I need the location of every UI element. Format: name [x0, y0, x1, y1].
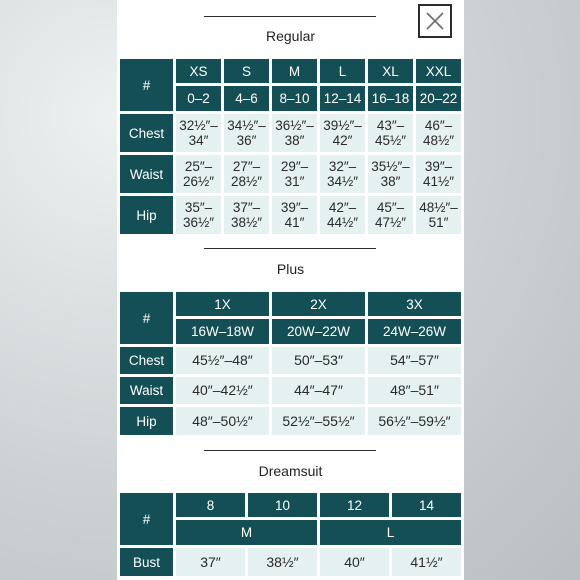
plus-number-3x: 24W–26W — [368, 319, 461, 344]
regular-row-label-waist: Waist — [120, 155, 173, 193]
plus-row-label-hip: Hip — [120, 407, 173, 435]
plus-row-label-chest: Chest — [120, 347, 173, 374]
plus-cell: 50″–53″ — [272, 347, 365, 374]
plus-cell: 54″–57″ — [368, 347, 461, 374]
regular-cell: 39½″– 42″ — [320, 114, 365, 152]
dreamsuit-cell: 41½″ — [392, 548, 461, 576]
regular-hash-header: # — [120, 59, 173, 111]
regular-cell: 35½″– 38″ — [368, 155, 413, 193]
dreamsuit-cell: 38½″ — [248, 548, 317, 576]
regular-cell: 45″– 47½″ — [368, 196, 413, 234]
regular-cell: 25″– 26½″ — [176, 155, 221, 193]
dreamsuit-number-12: 12 — [320, 493, 389, 517]
dreamsuit-number-8: 8 — [176, 493, 245, 517]
regular-cell: 37″– 38½″ — [224, 196, 269, 234]
dreamsuit-row-label-bust: Bust — [120, 548, 173, 576]
size-chart-panel — [117, 0, 464, 580]
plus-cell: 44″–47″ — [272, 377, 365, 404]
plus-number-2x: 20W–22W — [272, 319, 365, 344]
plus-cell: 48″–50½″ — [176, 407, 269, 435]
regular-number-m: 8–10 — [272, 86, 317, 111]
regular-cell: 39″– 41½″ — [416, 155, 461, 193]
plus-row-label-waist: Waist — [120, 377, 173, 404]
plus-cell: 52½″–55½″ — [272, 407, 365, 435]
regular-cell: 39″– 41″ — [272, 196, 317, 234]
dreamsuit-hash-header: # — [120, 493, 173, 545]
regular-row-label-hip: Hip — [120, 196, 173, 234]
dreamsuit-divider — [204, 450, 376, 451]
plus-cell: 40″–42½″ — [176, 377, 269, 404]
dreamsuit-cell: 37″ — [176, 548, 245, 576]
plus-size-1x: 1X — [176, 292, 269, 316]
regular-size-xxl: XXL — [416, 59, 461, 83]
regular-title: Regular — [265, 28, 316, 44]
regular-cell: 29″– 31″ — [272, 155, 317, 193]
dreamsuit-size-m: M — [176, 520, 317, 545]
regular-cell: 42″– 44½″ — [320, 196, 365, 234]
dreamsuit-number-10: 10 — [248, 493, 317, 517]
regular-cell: 32″– 34½″ — [320, 155, 365, 193]
dreamsuit-number-14: 14 — [392, 493, 461, 517]
dreamsuit-size-l: L — [320, 520, 461, 545]
regular-cell: 35″– 36½″ — [176, 196, 221, 234]
plus-cell: 56½″–59½″ — [368, 407, 461, 435]
plus-cell: 45½″–48″ — [176, 347, 269, 374]
regular-cell: 34½″– 36″ — [224, 114, 269, 152]
regular-row-label-chest: Chest — [120, 114, 173, 152]
regular-number-s: 4–6 — [224, 86, 269, 111]
regular-cell: 36½″– 38″ — [272, 114, 317, 152]
regular-cell: 48½″– 51″ — [416, 196, 461, 234]
regular-number-xxl: 20–22 — [416, 86, 461, 111]
plus-hash-header: # — [120, 292, 173, 344]
regular-size-xl: XL — [368, 59, 413, 83]
regular-size-l: L — [320, 59, 365, 83]
regular-size-m: M — [272, 59, 317, 83]
regular-cell: 46″– 48½″ — [416, 114, 461, 152]
dreamsuit-cell: 40″ — [320, 548, 389, 576]
dreamsuit-title: Dreamsuit — [258, 463, 323, 479]
plus-size-3x: 3X — [368, 292, 461, 316]
regular-size-xs: XS — [176, 59, 221, 83]
plus-title: Plus — [276, 261, 305, 277]
regular-cell: 32½″– 34″ — [176, 114, 221, 152]
plus-size-2x: 2X — [272, 292, 365, 316]
regular-number-xl: 16–18 — [368, 86, 413, 111]
plus-cell: 48″–51″ — [368, 377, 461, 404]
plus-number-1x: 16W–18W — [176, 319, 269, 344]
regular-number-xs: 0–2 — [176, 86, 221, 111]
regular-cell: 27″– 28½″ — [224, 155, 269, 193]
regular-number-l: 12–14 — [320, 86, 365, 111]
plus-divider — [204, 248, 376, 249]
regular-size-s: S — [224, 59, 269, 83]
regular-cell: 43″– 45½″ — [368, 114, 413, 152]
regular-divider — [204, 16, 376, 17]
